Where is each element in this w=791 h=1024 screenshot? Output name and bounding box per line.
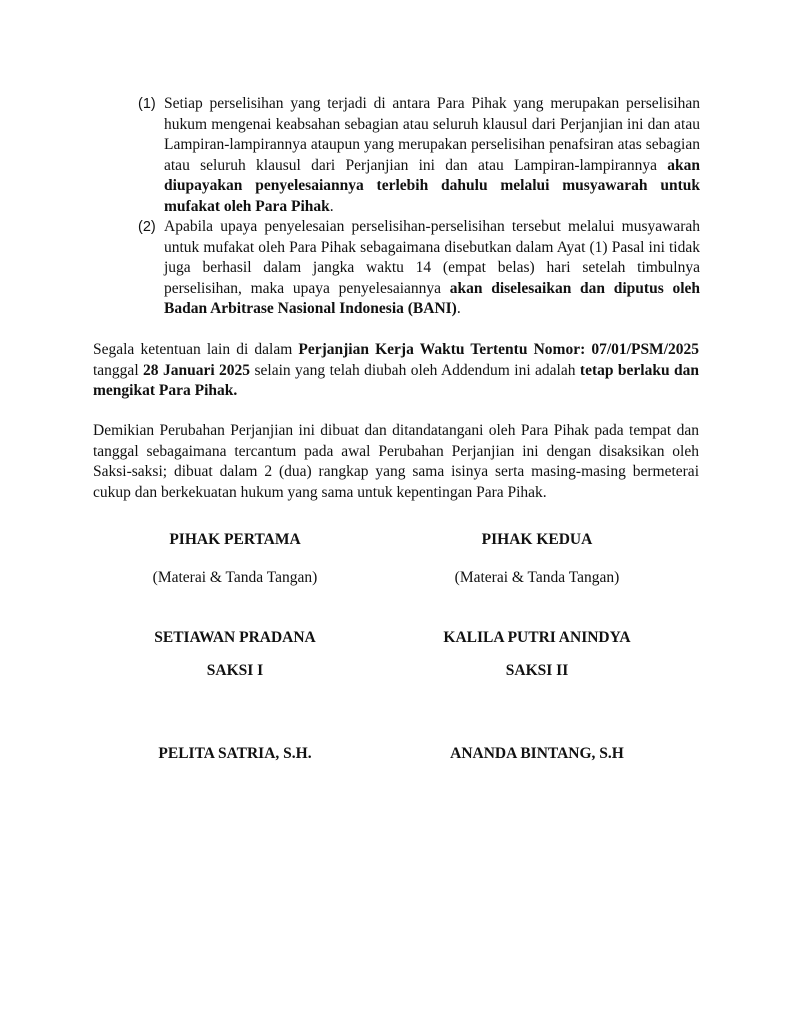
second-party-name: KALILA PUTRI ANINDYA: [443, 629, 631, 646]
second-party-label: PIHAK KEDUA: [481, 531, 593, 548]
clause-item-1: [138, 94, 700, 217]
witness-2-label: SAKSI II: [505, 662, 569, 679]
clause-text-end: .: [329, 197, 334, 215]
validity-text-1: Segala ketentuan lain di dalam: [93, 341, 299, 358]
clause-number: (2): [138, 219, 156, 235]
witness-2-name: ANANDA BINTANG, S.H: [450, 745, 624, 762]
contract-number: Perjanjian Kerja Waktu Tertentu Nomor: 07/01/PSM/2025: [298, 341, 699, 358]
second-party-stamp-note: (Materai & Tanda Tangan): [454, 569, 620, 586]
clause-text-bold: akan diselesaikan dan diputus oleh Badan Arbitrase Nasional Indonesia (BANI): [164, 279, 700, 317]
clause-text: [164, 217, 700, 320]
clause-text: [164, 94, 700, 217]
first-party-stamp-note: (Materai & Tanda Tangan): [152, 569, 318, 586]
witness-1-name: PELITA SATRIA, S.H.: [158, 745, 312, 762]
validity-conclusion: tetap berlaku dan mengikat Para Pihak.: [93, 361, 699, 399]
clause-text-end: .: [456, 300, 461, 317]
clause-number: (1): [138, 96, 156, 112]
validity-text-3: selain yang telah diubah oleh Addendum ini adalah: [250, 361, 580, 379]
validity-paragraph: [93, 340, 699, 402]
clause-text-plain: Apabila upaya penyelesaian perselisihan-perselisihan tersebut melalui musyawarah untuk mufakat oleh Para Pihak sebagaimana disebutkan dalam Ayat (1) Pasal ini tidak juga berhasil dalam jangka waktu 14 (empat belas) hari setelah timbulnya perselisihan, maka upaya penyelesaiannya: [164, 218, 700, 297]
clause-item-2: [138, 217, 700, 320]
clause-text-plain: Setiap perselisihan yang terjadi di antara Para Pihak yang merupakan perselisihan hukum mengenai keabsahan sebagian atau seluruh klausul dari Perjanjian ini dan atau Lampiran-lampirannya ataupun yang merupakan perselisihan penafsiran atas sebagian atau seluruh klausul dari Perjanjian ini dan atau Lampiran-lampirannya: [164, 95, 700, 174]
dispute-clause-list: [138, 94, 700, 320]
clause-text-bold: akan diupayakan penyelesaiannya terlebih dahulu melalui musyawarah untuk mufakat oleh Para Pihak: [164, 156, 700, 215]
closing-paragraph: Demikian Perubahan Perjanjian ini dibuat dan ditandatangani oleh Para Pihak pada tempat dan tanggal sebagaimana tercantum pada awal Perubahan Perjanjian ini dengan disaksikan oleh Saksi-saksi; dibuat dalam 2 (dua) rangkap yang sama isinya serta masing-masing bermeterai cukup dan berkekuatan hukum yang sama untuk kepentingan Para Pihak.: [93, 422, 699, 501]
first-party-name: SETIAWAN PRADANA: [154, 629, 316, 646]
contract-date: 28 Januari 2025: [143, 361, 251, 379]
first-party-label: PIHAK PERTAMA: [169, 531, 301, 548]
witness-1-label: SAKSI I: [206, 662, 264, 679]
validity-text-2: tanggal: [93, 361, 144, 379]
